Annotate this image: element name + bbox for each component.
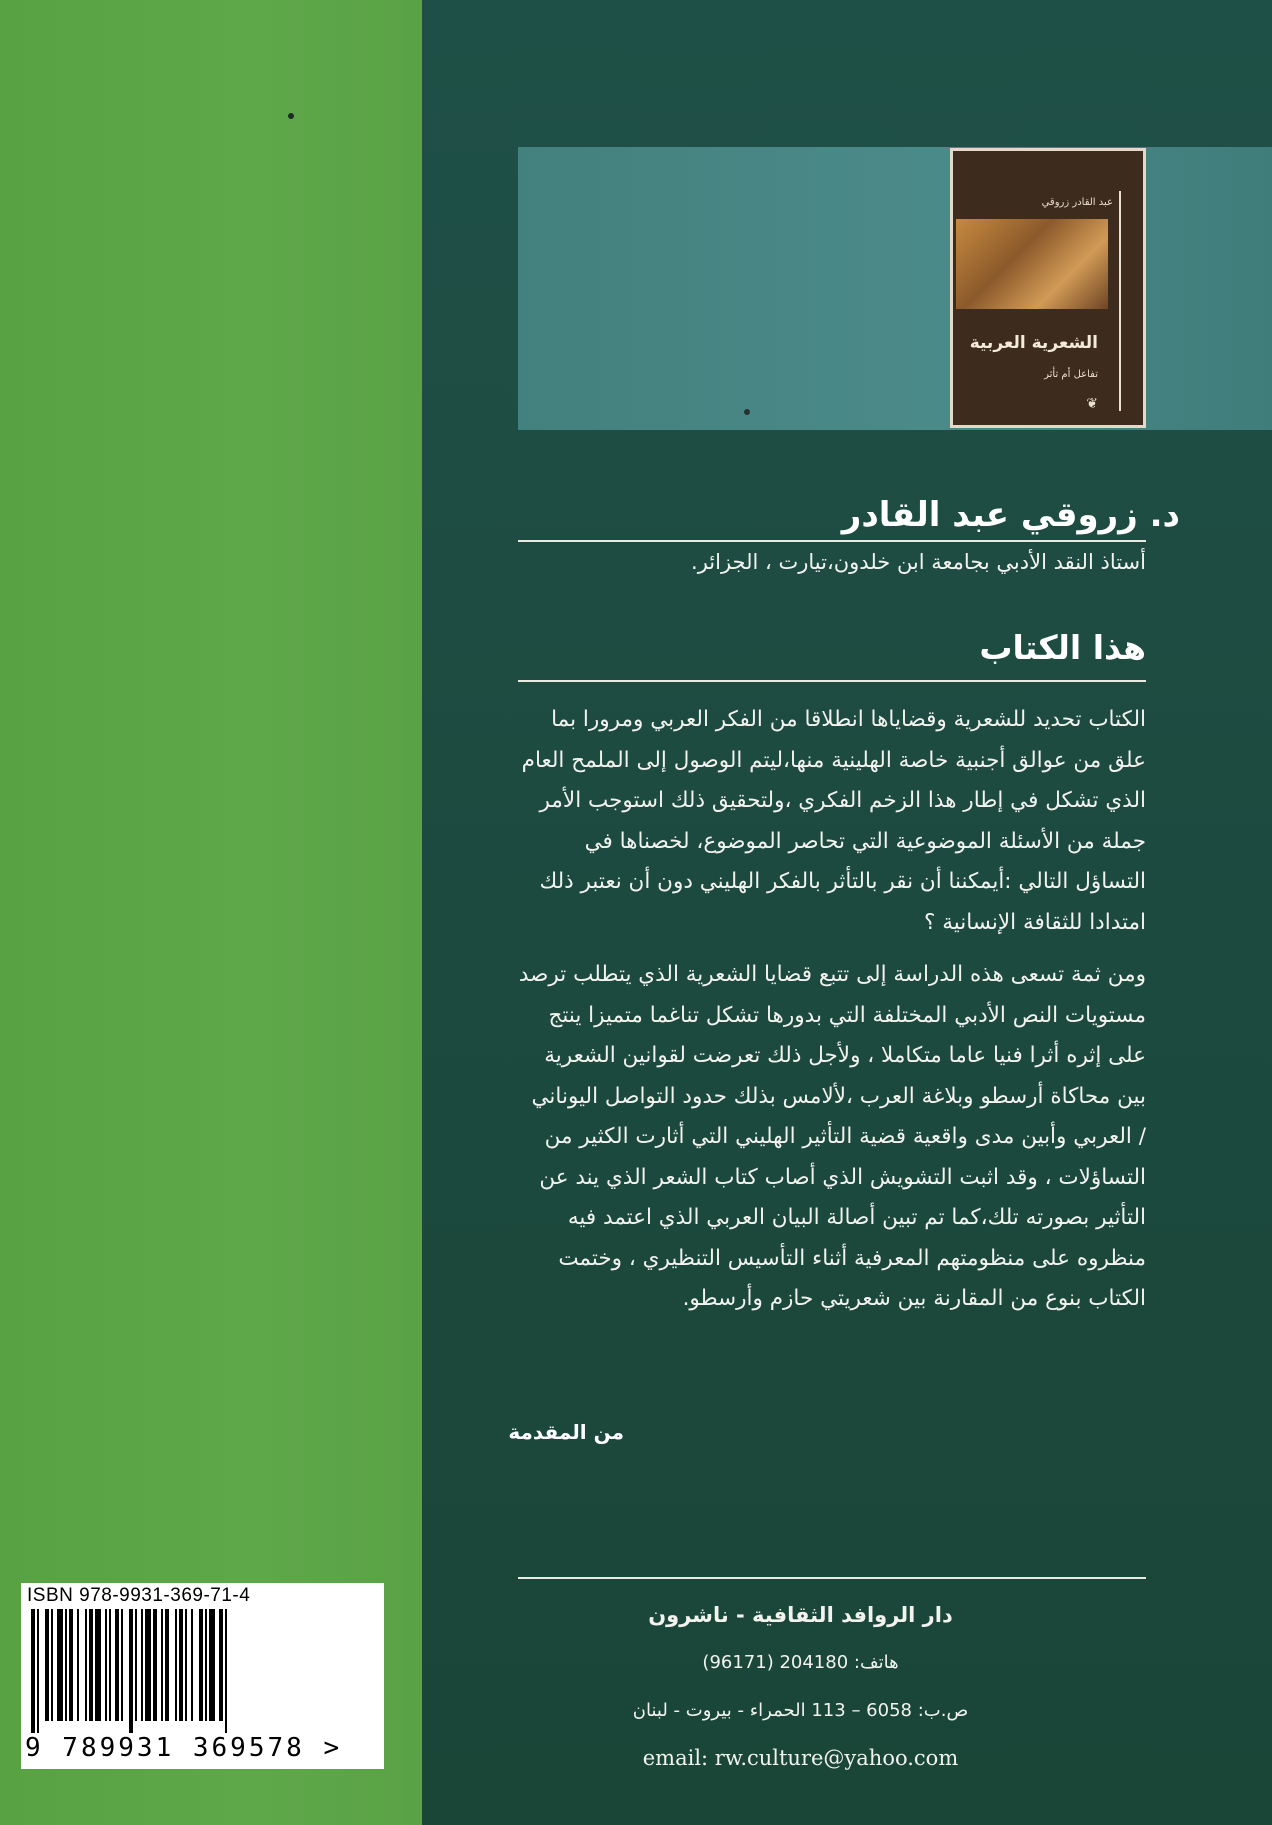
- publisher-divider: [518, 1577, 1146, 1579]
- barcode-bar: [51, 1609, 53, 1721]
- publisher-name: دار الروافد الثقافية - ناشرون: [648, 1603, 953, 1627]
- section-divider: [518, 680, 1146, 682]
- barcode-bar: [95, 1609, 101, 1721]
- publisher-logo-icon: ❦: [1086, 396, 1098, 412]
- barcode-bar: [165, 1609, 169, 1721]
- speck: [744, 409, 750, 415]
- mini-book-cover: [950, 148, 1146, 428]
- mini-cover-author: عبد القادر زروقي: [1041, 197, 1113, 208]
- barcode-bar: [57, 1609, 63, 1721]
- mini-cover-title: الشعرية العربية: [969, 333, 1098, 353]
- speck: [288, 113, 294, 119]
- barcode-bar: [85, 1609, 87, 1721]
- barcode-bar: [65, 1609, 67, 1721]
- barcode-bar: [209, 1609, 215, 1721]
- barcode-bar: [109, 1609, 111, 1721]
- barcode-bar: [153, 1609, 157, 1721]
- barcode-bar: [31, 1609, 35, 1733]
- barcode-bar: [175, 1609, 177, 1721]
- publisher-email: email: rw.culture@yahoo.com: [642, 1746, 959, 1770]
- spine-green-band: [0, 0, 422, 1825]
- barcode-bar: [69, 1609, 73, 1721]
- author-role: أستاذ النقد الأدبي بجامعة ابن خلدون،تيارت ، الجزائر.: [691, 550, 1146, 574]
- mini-cover-subtitle: تفاعل أم تأثر: [1044, 369, 1098, 380]
- signoff: من المقدمة: [508, 1420, 624, 1444]
- barcode-bar: [77, 1609, 79, 1721]
- book-description: [518, 700, 1146, 1320]
- barcode-bar: [45, 1609, 49, 1721]
- barcode-bar: [105, 1609, 107, 1721]
- barcode-bar: [135, 1609, 137, 1721]
- publisher-address: ص.ب: 6058 – 113 الحمراء - بيروت - لبنان: [632, 1700, 969, 1721]
- barcode-bar: [89, 1609, 93, 1721]
- section-heading: هذا الكتاب: [979, 628, 1146, 667]
- barcode-bars: [27, 1609, 347, 1733]
- barcode-bar: [219, 1609, 223, 1721]
- description-paragraph-2: ومن ثمة تسعى هذه الدراسة إلى تتبع قضايا الشعرية الذي يتطلب ترصد مستويات النص الأدبي المختلفة التي بدورها تشكل تناغما متميزا ينتج على إثره أثرا فنيا عاما متكاملا ، ولأجل ذلك تعرضت لقوانين الشعرية بين محاكاة أرسطو وبلاغة العرب ،لألامس بذلك حدود التواصل اليوناني / العربي وأبين مدى واقعية قضية التأثير الهليني التي أثارت الكثير من التساؤلات ، وقد اثبت التشويش الذي أصاب كتاب الشعر الذي يند عن التأثير بصورته تلك،كما تم تبين أصالة البيان العربي الذي اعتمد فيه منظروه على منظومتهم المعرفية أثناء التأسيس التنظيري ، وختمت الكتاب بنوع من المقارنة بين شعريتي حازم وأرسطو.: [518, 962, 1146, 1311]
- cover-banner: [518, 147, 1272, 430]
- barcode-bar: [115, 1609, 119, 1721]
- barcode-bar: [225, 1609, 227, 1733]
- barcode-bar: [141, 1609, 143, 1721]
- barcode-bar: [37, 1609, 39, 1733]
- author-name: د. زروقي عبد القادر: [841, 495, 1180, 535]
- publisher-phone: هاتف: 204180 (96171): [702, 1652, 899, 1673]
- barcode-bar: [145, 1609, 151, 1721]
- barcode-bar: [199, 1609, 203, 1721]
- cover-painting: [956, 219, 1108, 309]
- cover-rule: [1119, 191, 1121, 411]
- barcode-bar: [205, 1609, 207, 1721]
- barcode-digits: 9 789931 369578 >: [25, 1733, 343, 1763]
- author-divider: [518, 540, 1146, 542]
- isbn-text: ISBN 978-9931-369-71-4: [27, 1585, 251, 1606]
- barcode-bar: [179, 1609, 183, 1721]
- isbn-barcode: [21, 1583, 384, 1769]
- barcode-bar: [121, 1609, 123, 1721]
- barcode-bar: [191, 1609, 193, 1721]
- barcode-bar: [129, 1609, 133, 1733]
- barcode-bar: [185, 1609, 187, 1721]
- description-paragraph-1: الكتاب تحديد للشعرية وقضاياها انطلاقا من الفكر العربي ومرورا بما علق من عوالق أجنبية خاصة الهلينية منها،ليتم الوصول إلى الملمح العام الذي تشكل في إطار هذا الزخم الفكري ،ولتحقيق ذلك استوجب الأمر جملة من الأسئلة الموضوعية التي تحاصر الموضوع، لخصناها في التساؤل التالي :أيمكننا أن نقر بالتأثر بالفكر الهليني دون أن نعتبر ذلك امتدادا للثقافة الإنسانية ؟: [521, 707, 1146, 935]
- barcode-bar: [161, 1609, 163, 1721]
